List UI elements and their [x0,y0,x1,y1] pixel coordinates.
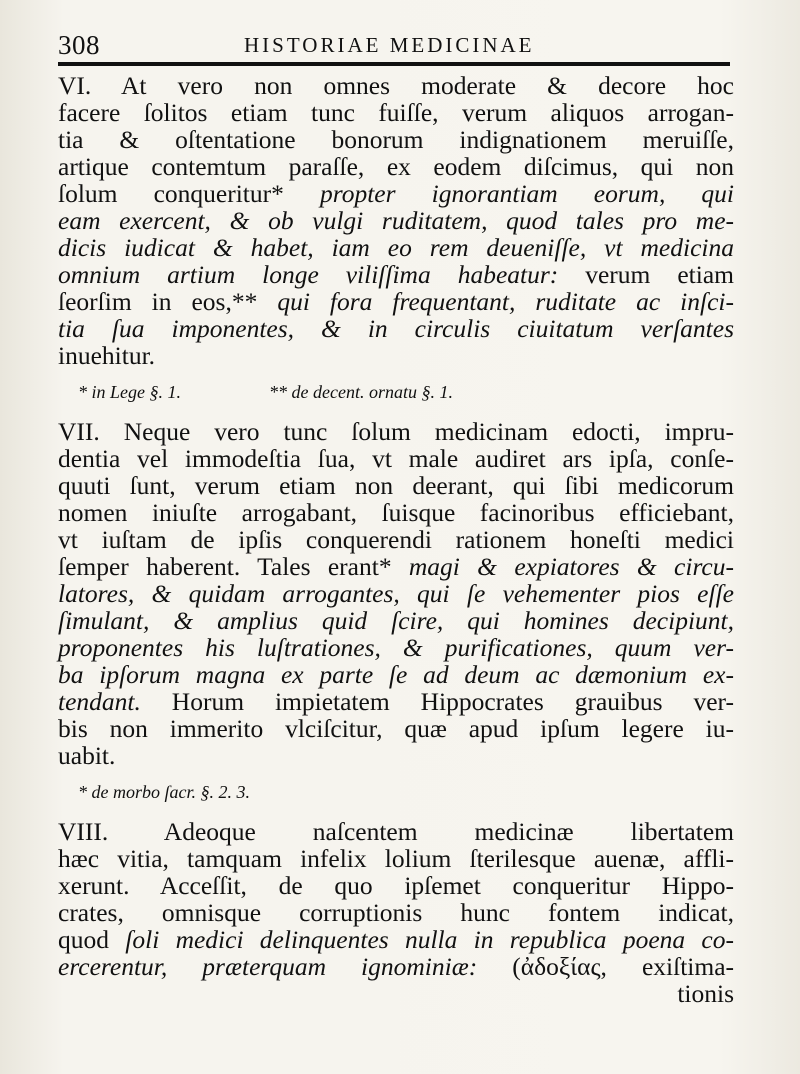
roman-run: ſolum conqueritur* [58,179,320,208]
header-rule [58,62,730,66]
roman-run: inuehitur. [58,341,156,370]
section-viii [58,818,734,1013]
italic-run: omnium artium longe viliſſima habeatur: [58,260,559,289]
italic-run: tendant. [58,687,141,716]
roman-run: dentia vel immodeſtia ſua, vt male audiret ars ipſa, conſe- [58,444,734,473]
roman-run: VI. At vero non omnes moderate & decore hoc [58,71,734,100]
roman-run: xerunt. Acceſſit, de quo ipſemet conqueritur Hippo- [58,871,734,900]
text-line [58,288,734,315]
roman-run: tionis [677,979,734,1008]
page-header [58,18,730,58]
roman-run: quuti ſunt, verum etiam non deerant, qui ſibi medicorum [58,471,734,500]
text-line [58,980,734,1007]
roman-run: uabit. [58,741,116,770]
roman-run: quod [58,925,126,954]
text-line [58,926,734,953]
italic-run: magi & expiatores & circu- [408,552,734,581]
section-vi [58,72,734,404]
text-line [58,126,734,153]
text-line [58,315,734,342]
text-line [58,418,734,445]
italic-run: dicis iudicat & habet, iam eo rem deueniſſe, vt medicina [58,233,734,262]
roman-run: vt iuſtam de ipſis conquerendi rationem honeſti medici [58,525,734,554]
text-line [58,342,734,369]
roman-run: ſemper haberent. Tales erant* [58,552,409,581]
italic-run: ſoli medici delinquentes nulla in republica poena co- [125,925,734,954]
italic-run: proponentes his luſtrationes, & purificationes, quum ver- [58,633,734,662]
text-line [58,715,734,742]
running-head: HISTORIAE MEDICINAE [244,33,535,57]
text-line [58,634,734,661]
section-viii-text [58,818,734,1013]
italic-run: tia ſua imponentes, & in circulis ciuitatum verſantes [58,314,734,343]
text-line [58,553,734,580]
italic-run: qui fora frequentant, ruditate ac inſci- [277,287,734,316]
roman-run: ſeorſim in eos,** [58,287,278,316]
text-line [58,818,734,845]
footnote-de-decent: ** de decent. ornatu §. 1. [269,382,453,402]
text-line [58,153,734,180]
italic-run: eam exercent, & ob vulgi ruditatem, quod tales pro me- [58,206,734,235]
text-line [58,607,734,634]
text-line [58,845,734,872]
page-number: 308 [58,30,100,60]
footnote-in-lege: * in Lege §. 1. [78,382,181,402]
roman-run: tia & oſtentatione bonorum indignationem meruiſſe, [58,125,734,154]
roman-run: VIII. Adeoque naſcentem medicinæ libertatem [58,817,734,846]
section-vii [58,418,734,804]
text-line [58,234,734,261]
italic-run: ercerentur, præterquam ignominiæ: [58,952,478,981]
roman-run: nomen iniuſte arrogabant, ſuisque facinoribus efficiebant, [58,498,734,527]
text-line [58,526,734,553]
section-vi-footnotes [78,380,734,404]
text-line [58,99,734,126]
page-body [58,72,734,1013]
italic-run: latores, & quidam arrogantes, qui ſe vehementer pios eſſe [58,579,734,608]
roman-run: VII. Neque vero tunc ſolum medicinam edocti, impru- [58,417,734,446]
text-line [58,953,734,980]
section-vi-text [58,72,734,375]
text-line [58,499,734,526]
text-line [58,207,734,234]
italic-run: ba ipſorum magna ex parte ſe ad deum ac dæmonium ex- [58,660,734,689]
text-line [58,742,734,769]
roman-run: (ἀδοξίας, exiſtima- [477,952,735,981]
text-line [58,261,734,288]
italic-run: ſimulant, & amplius quid ſcire, qui homines decipiunt, [58,606,734,635]
text-line [58,445,734,472]
text-line [58,472,734,499]
text-line [58,580,734,607]
text-line [58,72,734,99]
text-line [58,180,734,207]
roman-run: hæc vitia, tamquam infelix lolium ſterilesque auenæ, affli- [58,844,734,873]
text-line [58,688,734,715]
roman-run: Horum impietatem Hippocrates grauibus ver- [140,687,734,716]
roman-run: crates, omnisque corruptionis hunc fontem indicat, [58,898,734,927]
text-line [58,661,734,688]
roman-run: artique contemtum paraſſe, ex eodem diſcimus, qui non [58,152,734,181]
roman-run: verum etiam [558,260,734,289]
roman-run: facere ſolitos etiam tunc fuiſſe, verum aliquos arrogan- [58,98,734,127]
roman-run: bis non immerito vlciſcitur, quæ apud ipſum legere iu- [58,714,734,743]
text-line [58,899,734,926]
section-vii-text [58,418,734,775]
section-vii-footnote: * de morbo ſacr. §. 2. 3. [78,782,250,802]
text-line [58,872,734,899]
italic-run: propter ignorantiam eorum, qui [319,179,734,208]
